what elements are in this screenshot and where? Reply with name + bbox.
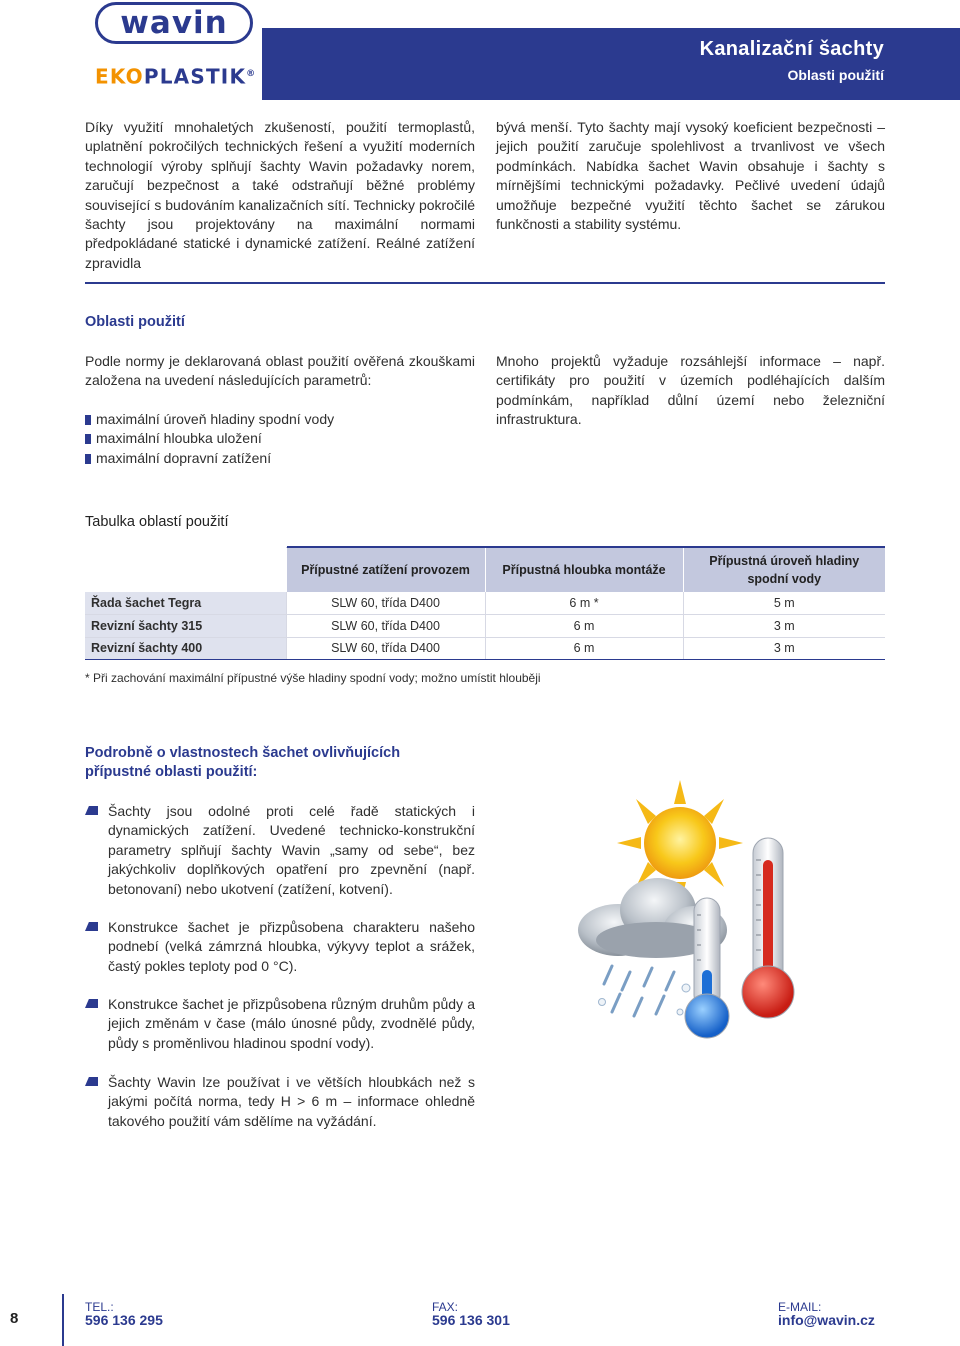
table-cell: SLW 60, třída D400 [286,592,485,615]
fax-label: FAX: [432,1300,459,1314]
table-row-label: Revizní šachty 400 [85,637,286,660]
table-cell: 6 m * [485,592,683,615]
list-item: maximální hloubka uložení [85,429,334,448]
table-row [85,637,885,660]
wavin-logo-text: wavin [120,5,228,41]
wavin-logo [95,2,253,44]
logo-area [0,0,262,100]
tel-label: TEL.: [85,1300,114,1314]
table-footnote: * Při zachování maximální přípustné výše hladiny spodní vody; možno umístit hlouběji [85,671,541,685]
footer-divider [62,1294,64,1346]
table-heading: Tabulka oblastí použití [85,514,229,530]
page-footer [0,1286,960,1346]
table-header-cell: Přípustná úroveň hladiny spodní vody [683,547,885,592]
detail-bullet-2: Konstrukce šachet je přizpůsobena charakteru našeho podnebí (velká zámrzná hloubka, výkyvy teplot a srážek, častý pokles teploty pod 0 °C). [85,918,475,976]
ekoplastik-logo [95,56,262,92]
usage-heading: Oblasti použití [85,314,185,330]
ekoplastik-logo-plastik: PLASTIK [143,64,247,89]
weather-thermometer-illustration [560,780,890,1040]
table-header-cell: Přípustná hloubka montáže [485,547,683,592]
table-row [85,592,885,615]
table-row-label: Revizní šachty 315 [85,615,286,638]
list-item: maximální dopravní zatížení [85,449,334,468]
table-cell: 6 m [485,615,683,638]
page-title: Kanalizační šachty [699,38,884,60]
table-row-label: Řada šachet Tegra [85,592,286,615]
email-label: E-MAIL: [778,1300,822,1314]
table-cell: 5 m [683,592,885,615]
rain-icon [604,966,674,1016]
list-item: maximální úroveň hladiny spodní vody [85,410,334,429]
email-link[interactable]: info@wavin.cz [778,1312,875,1328]
table-cell: 6 m [485,637,683,660]
detail-bullet-3: Konstrukce šachet je přizpůsobena různým druhům půdy a jejich změnám v čase (málo únosné půdy, zvodnělé půdy, půdy s proměnlivou hladinou spodní vody). [85,995,475,1053]
registered-mark: ® [246,69,257,79]
usage-right-text: Mnoho projektů vyžaduje rozsáhlejší informace – např. certifikáty pro použití v územích podléhajících dalším podmínkám, například důlní území nebo železniční infrastruktura. [496,353,885,428]
detail-bullet-1: Šachty jsou odolné proti celé řadě statických i dynamických zatížení. Uvedené technicko-konstrukční parametry splňují šachty Wavin „samy od sebe“, bez jakýchkoliv doplňkových opatření pro zpevnění (např. betonovaní) nebo ukotvení (zatížení, kotvení). [85,802,475,899]
section-divider [85,282,885,284]
tel-number: 596 136 295 [85,1312,163,1328]
table-corner [85,547,286,592]
page-subtitle: Oblasti použití [787,67,884,83]
fax-number: 596 136 301 [432,1312,510,1328]
table-row [85,615,885,638]
usage-table [85,546,885,660]
square-bullet-icon [85,454,91,464]
table-cell: 3 m [683,615,885,638]
table-cell: SLW 60, třída D400 [286,615,485,638]
hot-thermometer-icon [742,838,794,1018]
ekoplastik-logo-eko: EKO [95,64,144,89]
table-header-cell: Přípustné zatížení provozem [286,547,485,592]
square-bullet-icon [85,434,91,444]
intro-right-column: bývá menší. Tyto šachty mají vysoký koeficient bezpečnosti – jejich použití zaručuje spolehlivost a trvanlivost ve všech podmínkách. Nabídka šachet Wavin obsahuje i šachty s mírnějšími technickými požadavky. Pečlivé uvedení údajů umožňuje bezpečné využití těchto šachet se zárukou funkčnosti a stability systému. [496,119,885,233]
page-number: 8 [10,1310,19,1327]
details-heading: Podrobně o vlastnostech šachet ovlivňujících přípustné oblasti použití: [85,745,401,780]
detail-bullet-4: Šachty Wavin lze používat i ve větších hloubkách než s jakými počítá norma, tedy H > 6 m – informace ohledně takového použití vám sdělíme na vyžádání. [85,1073,475,1131]
usage-parameter-list [85,410,334,468]
usage-left-text: Podle normy je deklarovaná oblast použití ověřená zkouškami založena na uvedení následujících parametrů: [85,353,475,389]
intro-left-column: Díky využití mnohaletých zkušeností, použití termoplastů, uplatnění pokročilých technických řešení a využití moderních technologií výroby splňují šachty Wavin požadavky norem, zaručují bezpečnost a také odstraňují běžné problémy související s budováním kanalizačních sítí. Technicky pokročilé šachty jsou projektovány na maximální normami předpokládané statické i dynamické zatížení. Reálné zatížení zpravidla [85,119,475,271]
table-cell: SLW 60, třída D400 [286,637,485,660]
square-bullet-icon [85,415,91,425]
table-cell: 3 m [683,637,885,660]
